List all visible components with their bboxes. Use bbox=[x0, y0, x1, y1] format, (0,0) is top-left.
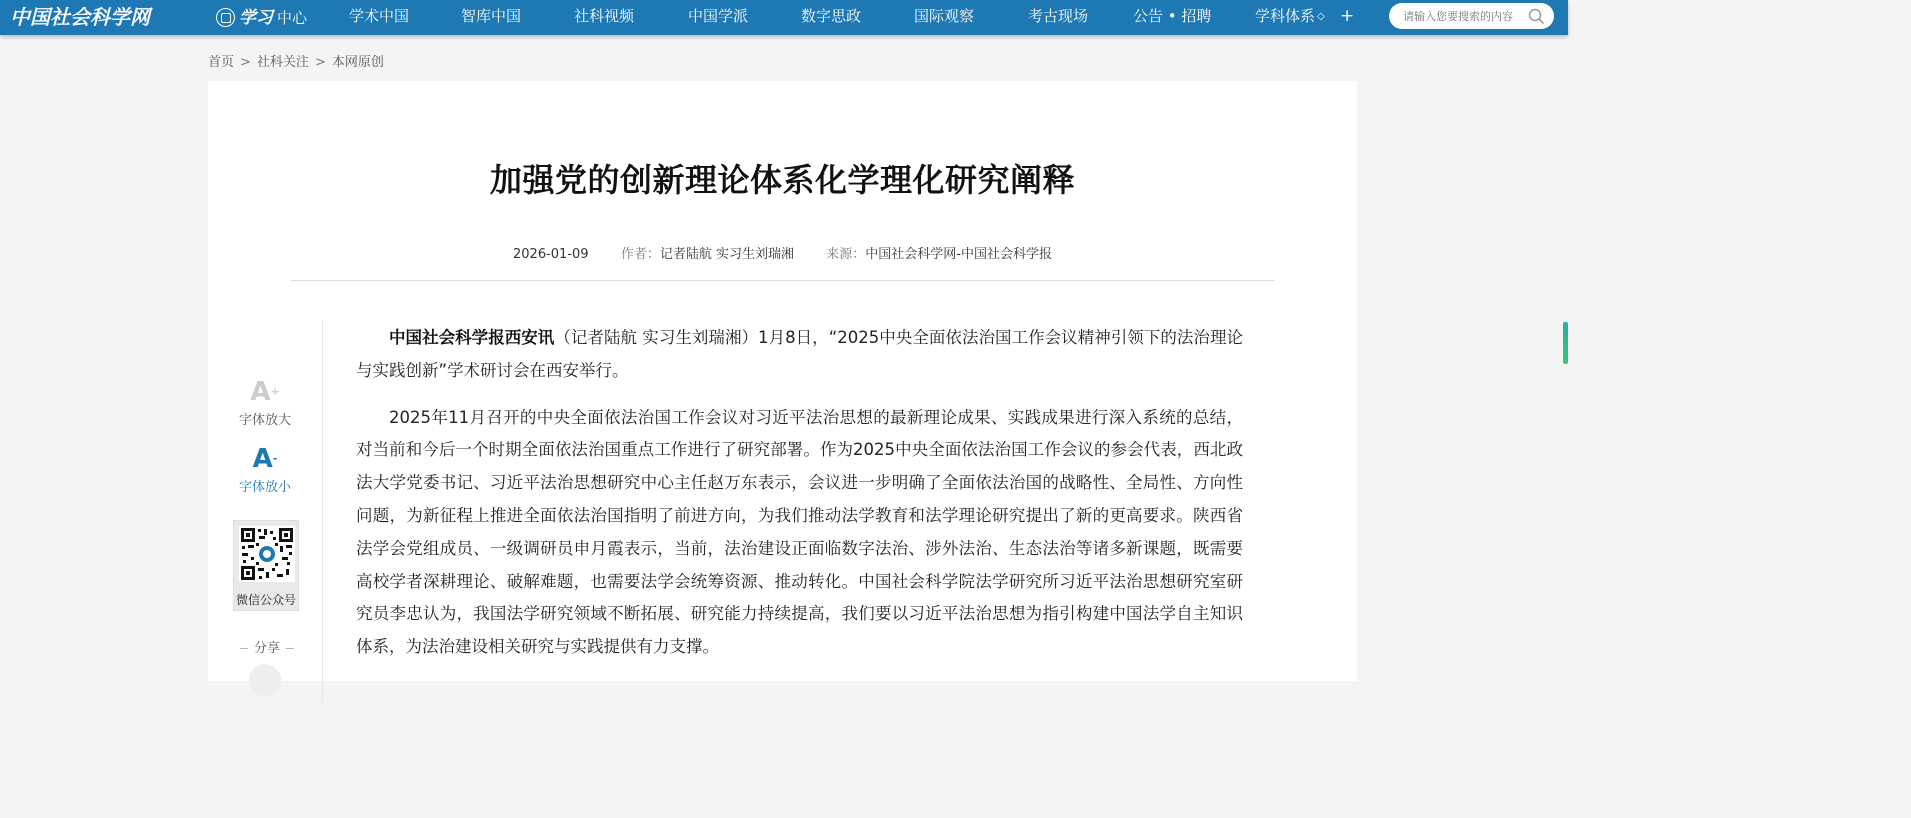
nav-item-school[interactable]: 中国学派 bbox=[688, 7, 749, 25]
study-center-label: 中心 bbox=[277, 8, 308, 27]
article-author: 记者陆航 实习生刘瑞湘 bbox=[659, 247, 794, 262]
breadcrumb-social-focus[interactable]: 社科关注 bbox=[256, 55, 309, 70]
article-date: 2026-01-09 bbox=[513, 247, 589, 262]
lead-text: （记者陆航 实习生刘瑞湘）1月8日，“2025中央全面依法治国工作会议精神引领下的法治理论与实践创新”学术研讨会在西安举行。 bbox=[356, 328, 1243, 380]
study-script-label: 学习 bbox=[239, 7, 273, 28]
article-title: 加强党的创新理论体系化学理化研究阐释 bbox=[489, 161, 1075, 199]
article-meta bbox=[208, 243, 1357, 262]
article-card bbox=[208, 81, 1357, 681]
side-tools-divider bbox=[322, 321, 323, 701]
article-paragraph: 2025年11月召开的中央全面依法治国工作会议对习近平法治思想的最新理论成果、实践成果进行深入系统的总结，对当前和今后一个时期全面依法治国重点工作进行了研究部署。作为2025中央全面依法治国工作会议的参会代表，西北政法大学党委书记、习近平法治思想研究中心主任赵万东表示，会议进一步明确了全面依法治国的战略性、全局性、方向性问题，为新征程上推进全面依法治国指明了前进方向，为我们推动法学教育和法学理论研究提出了新的更高要求。陕西省法学会党组成员、一级调研员申月霞表示，当前，法治建设正面临数字法治、涉外法治、生态法治等诸多新课题，既需要高校学者深耕理论、破解难题，也需要法学会统筹资源、推动转化。中国社会科学院法学研究所习近平法治思想研究室研究员李忠认为，我国法学研究领域不断拓展、研究能力持续提高，我们要以习近平法治思想为指引构建中国法学自主知识体系，为法治建设相关研究与实践提供有力支撑。 bbox=[356, 407, 1243, 657]
scrollbar-thumb[interactable] bbox=[1563, 322, 1568, 364]
breadcrumb bbox=[208, 51, 384, 70]
font-shrink-label: 字体放小 bbox=[238, 480, 291, 495]
font-shrink-button[interactable] bbox=[234, 444, 296, 495]
nav-item-video[interactable]: 社科视频 bbox=[574, 7, 635, 25]
wechat-qr-code bbox=[239, 526, 295, 582]
wechat-qr-box bbox=[233, 520, 299, 611]
meta-divider bbox=[291, 280, 1275, 281]
breadcrumb-home[interactable]: 首页 bbox=[208, 55, 235, 70]
share-label: 分享 bbox=[234, 637, 296, 656]
search-input[interactable] bbox=[1403, 3, 1523, 29]
breadcrumb-separator: > bbox=[314, 55, 326, 70]
font-enlarge-button[interactable] bbox=[234, 377, 296, 428]
article-body bbox=[356, 322, 1243, 678]
font-shrink-icon: A- bbox=[252, 444, 278, 474]
nav-item-disciplines[interactable] bbox=[1255, 0, 1325, 35]
nav-item-archaeology[interactable]: 考古现场 bbox=[1028, 7, 1089, 25]
source-label: 来源： bbox=[826, 247, 866, 262]
nav-item-academic-china[interactable]: 学术中国 bbox=[349, 7, 410, 25]
diamond-icon: ◇ bbox=[1317, 10, 1325, 22]
author-label: 作者： bbox=[620, 247, 660, 262]
lead-dateline: 中国社会科学报西安讯 bbox=[389, 328, 555, 347]
article-source: 中国社会科学网-中国社会科学报 bbox=[865, 247, 1052, 262]
nav-item-announcements[interactable]: 公告 • 招聘 bbox=[1133, 7, 1212, 25]
font-enlarge-label: 字体放大 bbox=[238, 413, 291, 428]
share-icon[interactable] bbox=[249, 664, 281, 696]
nav-item-think-tank[interactable]: 智库中国 bbox=[461, 7, 522, 25]
site-logo[interactable]: 中国社会科学网 bbox=[10, 5, 150, 29]
nav-more-plus-icon[interactable]: + bbox=[1340, 6, 1355, 26]
search-icon[interactable] bbox=[1528, 8, 1544, 24]
nav-item-international[interactable]: 国际观察 bbox=[914, 7, 975, 25]
search-box bbox=[1389, 3, 1554, 29]
breadcrumb-original[interactable]: 本网原创 bbox=[331, 55, 384, 70]
nav-item-digital-politics[interactable]: 数字思政 bbox=[801, 7, 862, 25]
breadcrumb-separator: > bbox=[240, 55, 251, 70]
nav-item-study-center[interactable] bbox=[216, 0, 307, 35]
disciplines-label: 学科体系 bbox=[1255, 7, 1316, 25]
article-paragraph bbox=[356, 322, 1243, 388]
study-seal-icon bbox=[216, 8, 235, 27]
top-nav-bar bbox=[0, 0, 1568, 35]
wechat-label: 微信公众号 bbox=[235, 593, 296, 607]
font-enlarge-icon: A+ bbox=[250, 377, 280, 407]
